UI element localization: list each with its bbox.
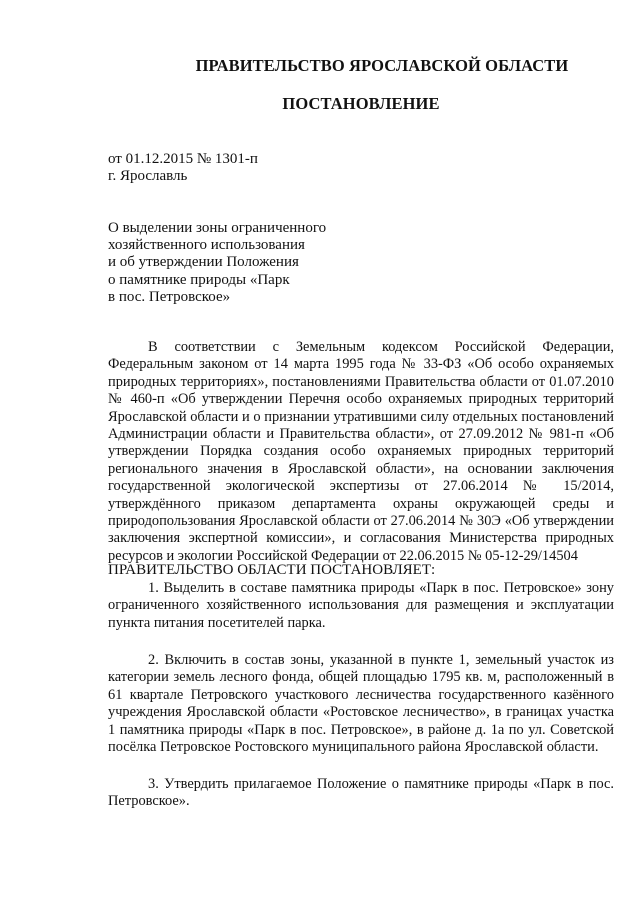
subject-line: о памятнике природы «Парк (108, 271, 290, 288)
city: г. Ярославль (108, 168, 188, 184)
subject-line: и об утверждении Положения (108, 254, 299, 271)
subject-line: в пос. Петровское» (108, 288, 231, 305)
date-and-number: от 01.12.2015 № 1301-п (108, 151, 258, 167)
decree-item-2: 2. Включить в состав зоны, указанной в пункте 1, земельный участок из категории земель лесного фонда, общей площадью 1795 кв. м, расположенный в 61 квартале Петровского участкового лесничества государственного казённого учреждения Ярославской области «Ростовское лесничество», в границах участка 1 памятника природы «Парк в пос. Петровское», в районе д. 1а по ул. Советской посёлка Петровское Ростовского муниципального района Ярославской области. (108, 652, 614, 756)
government-title: ПРАВИТЕЛЬСТВО ЯРОСЛАВСКОЙ ОБЛАСТИ (195, 56, 569, 75)
document-type-title: ПОСТАНОВЛЕНИЕ (282, 94, 440, 113)
decree-item-3: 3. Утвердить прилагаемое Положение о памятнике природы «Парк в пос. Петровское». (108, 776, 614, 810)
subject-line: хозяйственного использования (108, 237, 305, 254)
decree-statement: ПРАВИТЕЛЬСТВО ОБЛАСТИ ПОСТАНОВЛЯЕТ: (108, 562, 436, 578)
decree-item-1: 1. Выделить в составе памятника природы «Парк в пос. Петровское» зону ограниченного хозяйственного использования для размещения и эксплуатации пункта питания посетителей парка. (108, 580, 614, 631)
subject-line: О выделении зоны ограниченного (108, 220, 327, 236)
preamble-paragraph: В соответствии с Земельным кодексом Российской Федерации, Федеральным законом от 14 марта 1995 года № 33-ФЗ «Об особо охраняемых природных территориях», постановлениями Правительства области от 01.07.2010 № 460-п «Об утверждении Перечня особо охраняемых природных территорий Ярославской области и о признании утратившими силу отдельных постановлений Администрации области и Правительства области», от 27.09.2012 № 981-п «Об утверждении Порядка создания особо охраняемых природных территорий регионального значения в Ярославской области», на основании заключения государственной экологической экспертизы от 27.06.2014 № 15/2014, утверждённого приказом департамента охраны окружающей среды и природопользования Ярославской области от 27.06.2014 № 30Э «Об утверждении заключения экспертной комиссии», и согласования Министерства природных ресурсов и экологии Российской Федерации от 22.06.2015 № 05-12-29/14504 (108, 339, 614, 564)
document-subject (108, 220, 326, 306)
